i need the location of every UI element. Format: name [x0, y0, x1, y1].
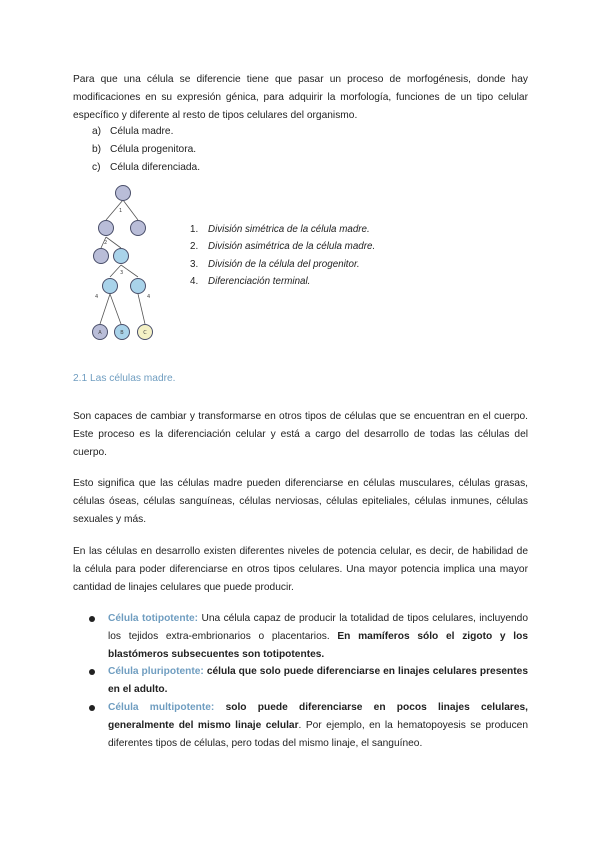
list-item: b) Célula progenitora. — [92, 143, 197, 155]
list-item: 1. División simétrica de la célula madre. — [190, 224, 370, 235]
list-item: a) Célula madre. — [92, 126, 174, 137]
stem-cell — [94, 249, 109, 264]
cell-label: A — [98, 330, 102, 336]
paragraph-definition: Son capaces de cambiar y transformarse en otros tipos de células que se encuentran en el cuerpo. Este proceso es la diferenciación celular y está a cargo del desarrollo de todas las células del cuerpo. — [73, 411, 528, 458]
cell-label: C — [143, 330, 147, 336]
paragraph-cell-types: Esto significa que las células madre pueden diferenciarse en células musculares, células grasas, células óseas, células sanguíneas, células nerviosas, células epiteliales, células inmunes, células sexuales y más. — [73, 478, 528, 525]
list-item: 4. Diferenciación terminal. — [190, 276, 311, 288]
cell-label: B — [120, 330, 124, 336]
progenitor-cell — [114, 249, 129, 264]
potency-list — [88, 610, 528, 752]
paragraph-potency: En las células en desarrollo existen diferentes niveles de potencia celular, es decir, de habilidad de la célula para poder diferenciarse en otros tipos celulares. Una mayor potencia implica una mayor cantidad de linajes celulares que puede producir. — [73, 546, 528, 593]
progenitor-cell — [103, 279, 118, 294]
step-label: 4 — [147, 294, 151, 300]
cell-type-list — [92, 123, 200, 176]
stem-cell — [116, 186, 131, 201]
progenitor-cell — [131, 279, 146, 294]
step-label: 1 — [119, 208, 123, 214]
step-label: 3 — [120, 270, 124, 276]
stem-cell — [99, 221, 114, 236]
division-steps-list — [190, 221, 375, 291]
intro-paragraph: Para que una célula se diferencie tiene que pasar un proceso de morfogénesis, donde hay modificaciones en su expresión génica, para adquirir la morfología, funciones de un tipo celular específico y diferente al resto de tipos celulares del organismo. — [73, 74, 528, 121]
bullet-icon — [89, 705, 95, 711]
bullet-icon — [89, 616, 95, 622]
bullet-icon — [89, 669, 95, 675]
list-item: 3. División de la célula del progenitor. — [190, 258, 360, 270]
list-item: Célula totipotente: Una célula capaz de producir la totalidad de tipos celulares, incluyendo los tejidos extra-embrionarios o placentarios. En mamíferos sólo el zigoto y los blastómeros subsecuentes son totipotentes. — [88, 610, 528, 663]
section-heading: 2.1 Las células madre. — [73, 373, 176, 384]
cell-differentiation-diagram — [83, 182, 173, 347]
list-item: Célula multipotente: solo puede diferenciarse en pocos linajes celulares, generalmente del mismo linaje celular. Por ejemplo, en la hematopoyesis se producen diferentes tipos de células, pero todas del mismo linaje, el sanguíneo. — [88, 699, 528, 752]
step-label: 4 — [95, 294, 99, 300]
list-item: 2. División asimétrica de la célula madre. — [190, 241, 376, 253]
list-item: c) Célula diferenciada. — [92, 161, 201, 173]
stem-cell — [131, 221, 146, 236]
list-item: Célula pluripotente: célula que solo puede diferenciarse en linajes celulares presentes en el adulto. — [88, 663, 528, 699]
step-label: 2 — [104, 240, 108, 246]
